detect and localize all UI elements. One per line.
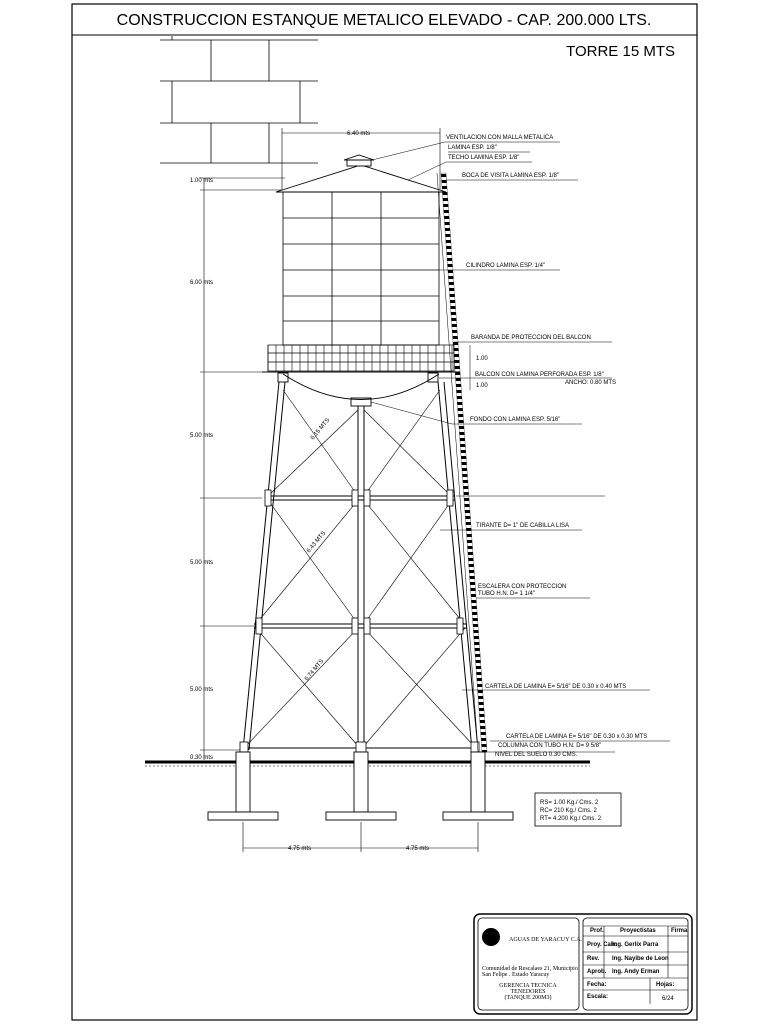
note-cylinder: CILINDRO LAMINA ESP. 1/4"	[466, 263, 546, 269]
diag-length-1: 6.15 MTS	[309, 417, 332, 442]
note-balcony: BALCON CON LAMINA PERFORADA ESP. 1/8"	[475, 372, 604, 378]
tb-sheets-label: Hojas:	[656, 982, 675, 988]
background-block-wall	[160, 36, 318, 163]
note-column: COLUMNA CON TUBO H.N. D= 9 5/8"	[498, 743, 602, 749]
dim-level-2: 5.00 mts	[190, 560, 214, 566]
tower-struts	[243, 496, 478, 748]
note-manhole: BOCA DE VISITA LAMINA ESP. 1/8"	[462, 173, 559, 179]
note-roof: TECHO LAMINA ESP. 1/8"	[448, 155, 520, 161]
balcony-railing-posts	[268, 345, 452, 371]
tb-sheet-number: 6/24	[662, 996, 674, 1002]
soil-rt: RT= 4.200 Kg./ Cms. 2	[540, 816, 602, 822]
tank-bottom	[262, 372, 460, 406]
tb-date-label: Fecha:	[587, 982, 607, 988]
tb-row1-label: Proy. Calc.	[587, 942, 618, 948]
vertical-dimension-chain	[200, 178, 285, 760]
tb-col-projected: Proyectistas	[620, 928, 656, 934]
tb-row3-label: Aprob.	[587, 969, 607, 975]
note-ladder-tube: TUBO H.N. D= 1 1/4"	[478, 591, 535, 597]
note-tie-rod: TIRANTE D= 1" DE CABILLA LISA	[476, 523, 569, 529]
dim-ground-offset: 0.30 mts	[190, 755, 214, 761]
tb-scale-label: Escala:	[587, 994, 609, 1000]
tb-row2-label: Rev.	[587, 956, 600, 962]
tb-col-sign: Firma	[671, 928, 688, 934]
dept-line-2: TENEDORES	[510, 989, 546, 995]
company-address-1: Comunidad de Rescalaes 21, Municipio	[482, 966, 578, 972]
soil-rc: RC= 210 Kg./ Cms. 2	[540, 808, 597, 814]
annotation-leaders	[371, 142, 670, 752]
dim-cylinder-height: 6.00 mts	[190, 280, 214, 286]
tb-row1-name: Ing. Gerlix Parra	[612, 942, 659, 948]
tb-col-prof: Prof.	[590, 928, 604, 934]
dim-base-right: 4.75 mts	[406, 846, 430, 852]
dim-roof-height: 1.00 mts	[190, 178, 214, 184]
note-gusset-1: CARTELA DE LAMINA E= 5/16" DE 0.30 x 0.40 MTS	[485, 684, 627, 690]
note-bottom: FONDO CON LAMINA ESP. 5/16"	[470, 417, 561, 423]
company-address-2: San Felipe . Estado Yaracuy	[482, 972, 550, 978]
dim-level-3: 5.00 mts	[190, 687, 214, 693]
note-railing: BARANDA DE PROTECCION DEL BALCON	[471, 335, 591, 341]
note-ground: NIVEL DEL SUELO 0.30 CMS.	[495, 752, 578, 758]
note-gusset-2: CARTELA DE LAMINA E= 5/16" DE 0.30 x 0.30 MTS	[506, 734, 648, 740]
dim-level-1: 5.00 mts	[190, 433, 214, 439]
balcony-railing	[268, 345, 454, 371]
tank-roof	[276, 155, 446, 192]
sheet-border	[72, 4, 697, 1020]
tb-row2-name: Ing. Nayibe de Leon	[612, 956, 669, 962]
tower-cross-bracing	[246, 390, 474, 746]
ladder-rail	[437, 173, 478, 752]
note-ladder: ESCALERA CON PROTECCION	[478, 584, 567, 590]
tb-row3-name: Ing. Andy Erman	[612, 969, 660, 975]
dept-line-1: GERENCIA TECNICA	[499, 983, 557, 989]
dim-top-width: 6.40 mts	[347, 131, 371, 137]
diag-length-3: 6.74 MTS	[303, 658, 326, 683]
diag-length-2: 6.43 MTS	[305, 530, 328, 555]
note-ventilation-sheet: LAMINA ESP. 1/8"	[448, 145, 497, 151]
soil-rs: RS= 1.00 Kg./ Cms. 2	[540, 800, 599, 806]
dept-line-3: (TANQUE 200M3)	[504, 995, 552, 1001]
note-balcony-width: ANCHO: 0.80 MTS	[565, 380, 617, 386]
dim-balcony-width: 1.00	[476, 383, 488, 389]
drawing-subtitle: TORRE 15 MTS	[566, 43, 675, 60]
company-name: AGUAS DE YARACUY C.A.	[509, 937, 583, 943]
drawing-title: CONSTRUCCION ESTANQUE METALICO ELEVADO - CAP. 200.000 LTS.	[116, 12, 652, 29]
tank-cylinder	[283, 192, 439, 345]
dim-base-left: 4.75 mts	[288, 846, 312, 852]
note-ventilation: VENTILACION CON MALLA METALICA	[446, 135, 554, 141]
dim-balcony-rail: 1.00	[476, 356, 488, 362]
company-logo	[482, 928, 500, 946]
tower-legs	[243, 382, 478, 750]
base-dimension	[243, 822, 478, 852]
